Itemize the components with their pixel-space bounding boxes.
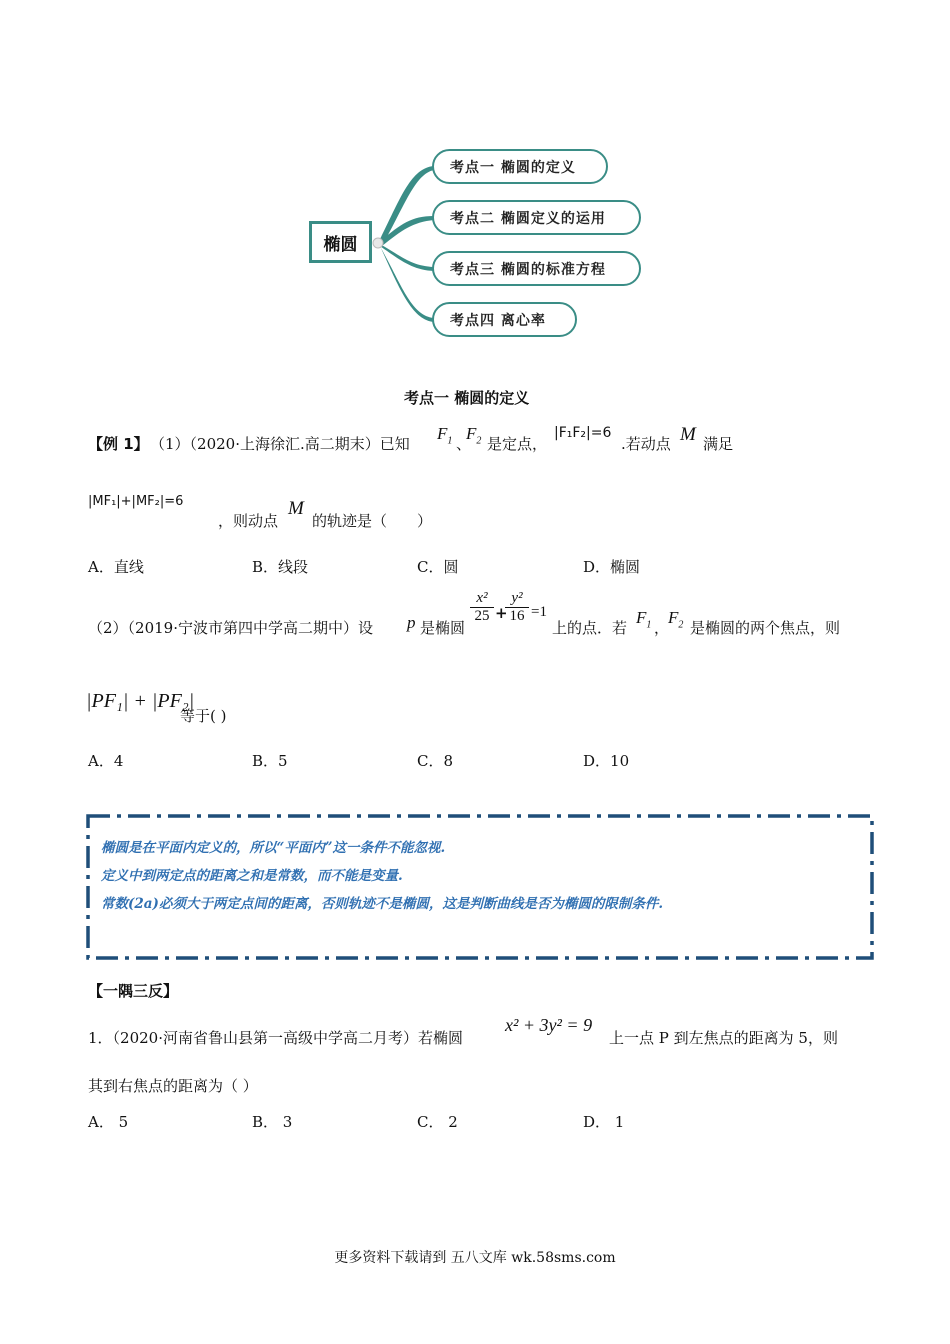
q1-f1: $F_1$ xyxy=(437,424,453,447)
q2-prefix: （2）（2019·宁波市第四中学高二期中）设 xyxy=(88,619,373,637)
tip-1: 椭圆是在平面内定义的，所以“平面内”这一条件不能忽视. xyxy=(101,840,446,856)
q1-m: M xyxy=(680,424,696,445)
q1-trajectory-text: 的轨迹是（ ） xyxy=(312,512,433,530)
q1-option-b: B．线段 xyxy=(252,558,309,576)
q1-option-d: D．椭圆 xyxy=(583,558,641,576)
q2-p: p xyxy=(407,613,416,632)
practice-label: 【一隅三反】 xyxy=(88,982,179,1000)
practice-question-line2: 其到右焦点的距离为（ ） xyxy=(88,1077,258,1095)
q1-dynamic-text: .若动点 xyxy=(621,435,671,453)
q2-equals-text: 等于( ) xyxy=(180,707,227,725)
q1-option-c: C．圆 xyxy=(417,558,459,576)
footer-link[interactable]: 更多资料下载请到 五八文库 wk.58sms.com xyxy=(334,1250,616,1266)
q1-condition-1: |F₁F₂|=6 xyxy=(554,425,612,441)
section-title: 考点一 椭圆的定义 xyxy=(404,389,530,407)
q2-option-b: B．5 xyxy=(252,752,288,770)
q1-m2: M xyxy=(288,498,304,519)
q2-plus: + xyxy=(495,604,508,622)
example-label: 【例 1】 xyxy=(88,435,149,453)
mindmap-branch-2: 考点二 椭圆定义的运用 xyxy=(432,200,641,235)
practice-option-a: A． 5 xyxy=(88,1113,129,1131)
q1-satisfy: 满足 xyxy=(703,435,734,453)
q2-mid: 上的点．若 xyxy=(552,619,628,637)
q1-f2: $F_2$ xyxy=(466,424,482,447)
q2-comma: ， xyxy=(654,619,670,637)
practice-equation: x² + 3y² = 9 xyxy=(505,1015,593,1035)
tip-2: 定义中到两定点的距离之和是常数，而不能是变量. xyxy=(101,868,403,884)
q2-f2: $F_2$ xyxy=(668,608,684,631)
q2-f1: $F_1$ xyxy=(636,608,652,631)
practice-option-d: D． 1 xyxy=(583,1113,625,1131)
q1-then-text: ，则动点 xyxy=(218,512,279,530)
q2-option-d: D．10 xyxy=(583,752,630,770)
q2-sum-expression: |PF₁| + |PF₂| xyxy=(86,690,195,712)
q2-frac-1: $\frac{\text{x²}}{25}$ xyxy=(470,590,494,625)
q1-fixed-text: 是定点， xyxy=(487,435,548,453)
mindmap-root: 椭圆 xyxy=(309,221,372,263)
mindmap-branch-4: 考点四 离心率 xyxy=(432,302,577,337)
q2-option-c: C．8 xyxy=(417,752,454,770)
mindmap-branch-1: 考点一 椭圆的定义 xyxy=(432,149,608,184)
practice-question-mid: 上一点 P 到左焦点的距离为 5，则 xyxy=(609,1029,838,1047)
tip-3: 常数(2a)必须大于两定点间的距离，否则轨迹不是椭圆，这是判断曲线是否为椭圆的限制条件. xyxy=(101,896,664,912)
practice-option-c: C． 2 xyxy=(417,1113,458,1131)
q2-eq: =1 xyxy=(531,604,547,620)
mindmap-branch-3: 考点三 椭圆的标准方程 xyxy=(432,251,641,286)
q1-condition-2: |MF₁|+|MF₂|=6 xyxy=(88,494,184,509)
q1-separator: 、 xyxy=(456,435,472,453)
q2-is: 是椭圆 xyxy=(420,619,466,637)
q2-option-a: A．4 xyxy=(88,752,124,770)
q2-end: 是椭圆的两个焦点，则 xyxy=(690,619,841,637)
q2-frac-2: $\frac{\text{y²}}{16}$ xyxy=(505,590,529,625)
practice-option-b: B． 3 xyxy=(252,1113,293,1131)
q1-source: （1）（2020·上海徐汇.高二期末）已知 xyxy=(150,435,410,453)
q1-option-a: A．直线 xyxy=(88,558,144,576)
practice-question-prefix: 1．（2020·河南省鲁山县第一高级中学高二月考）若椭圆 xyxy=(88,1029,463,1047)
